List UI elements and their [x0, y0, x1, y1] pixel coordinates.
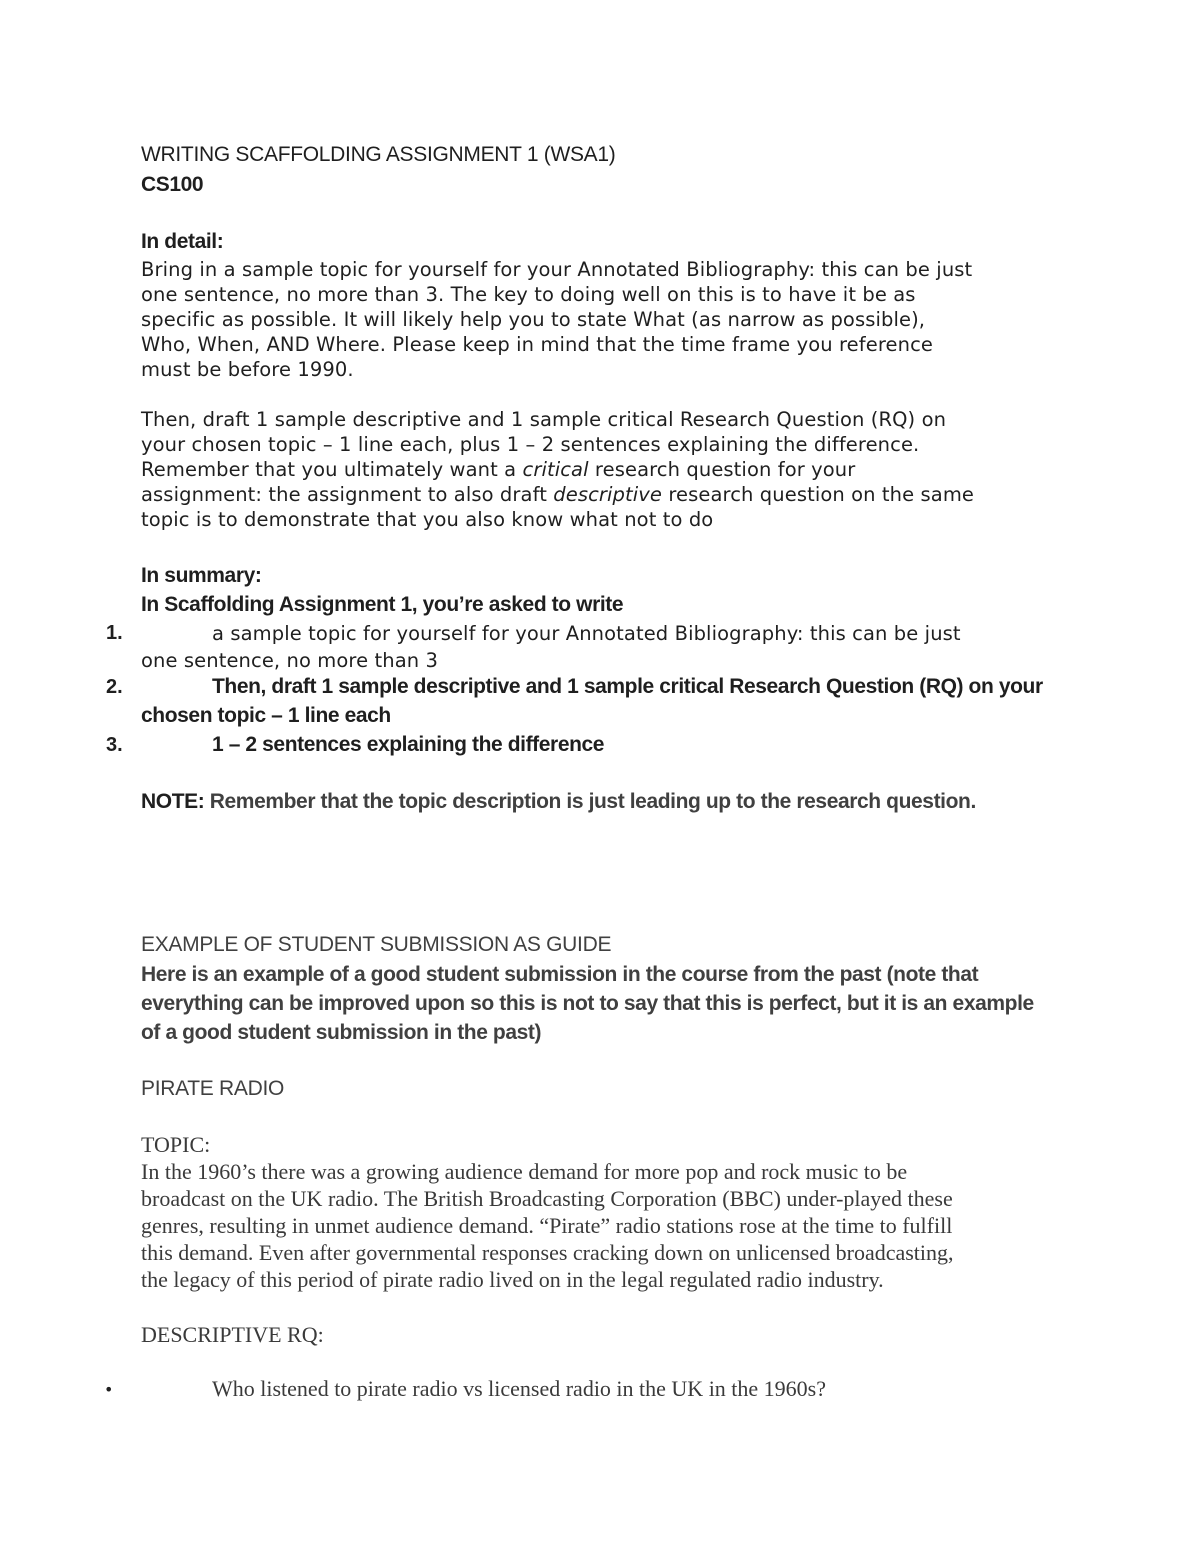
topic-line: the legacy of this period of pirate radio lived on in the legal regulated radio industry. [141, 1267, 884, 1292]
summary-intro: In Scaffolding Assignment 1, you’re asked to write [141, 593, 624, 616]
note-label: NOTE: [141, 790, 205, 813]
detail-heading: In detail: [141, 230, 224, 253]
topic-label: TOPIC: [141, 1132, 211, 1157]
detail-para2-line [141, 483, 974, 506]
summary-item-2-line2: chosen topic – 1 line each [141, 704, 391, 727]
course-code: CS100 [141, 173, 204, 196]
detail-para2-line: Then, draft 1 sample descriptive and 1 sample critical Research Question (RQ) on [141, 408, 947, 431]
topic-line: this demand. Even after governmental responses cracking down on unlicensed broadcasting, [141, 1240, 954, 1265]
topic-line: broadcast on the UK radio. The British Broadcasting Corporation (BBC) under-played these [141, 1186, 953, 1211]
summary-item-3-line1: 1 – 2 sentences explaining the difference [212, 733, 605, 756]
summary-item-1-line2: one sentence, no more than 3 [141, 649, 439, 672]
example-intro-line: of a good student submission in the past) [141, 1021, 542, 1044]
bullet-icon: • [104, 1380, 114, 1399]
detail-para1-line: one sentence, no more than 3. The key to doing well on this is to have it be as [141, 283, 916, 306]
text-run: Remember that you ultimately want a [141, 458, 523, 481]
summary-heading: In summary: [141, 564, 262, 587]
detail-para1-line: Who, When, AND Where. Please keep in mind that the time frame you reference [141, 333, 934, 356]
list-number: 2. [106, 676, 123, 698]
detail-para1-line: Bring in a sample topic for yourself for your Annotated Bibliography: this can be just [141, 258, 973, 281]
example-title: PIRATE RADIO [141, 1077, 285, 1100]
text-run: research question on the same [662, 483, 975, 506]
text-run: assignment: the assignment to also draft [141, 483, 554, 506]
example-heading: EXAMPLE OF STUDENT SUBMISSION AS GUIDE [141, 933, 612, 956]
summary-item-2-line1: Then, draft 1 sample descriptive and 1 sample critical Research Question (RQ) on your [212, 675, 1043, 698]
emphasis-critical: critical [522, 458, 589, 481]
note-text: Remember that the topic description is just leading up to the research question. [204, 790, 976, 813]
list-number: 1. [106, 622, 123, 644]
text-run: research question for your [588, 458, 856, 481]
summary-item-1-line1: a sample topic for yourself for your Annotated Bibliography: this can be just [212, 622, 961, 645]
detail-para2-line [141, 458, 855, 481]
descriptive-rq-item: Who listened to pirate radio vs licensed radio in the UK in the 1960s? [212, 1376, 827, 1401]
note [141, 790, 976, 814]
detail-para2-line: topic is to demonstrate that you also know what not to do [141, 508, 714, 531]
emphasis-descriptive: descriptive [553, 483, 663, 506]
topic-line: genres, resulting in unmet audience demand. “Pirate” radio stations rose at the time to fulfill [141, 1213, 953, 1238]
descriptive-rq-label: DESCRIPTIVE RQ: [141, 1322, 324, 1347]
detail-para2-line: your chosen topic – 1 line each, plus 1 – 2 sentences explaining the difference. [141, 433, 920, 456]
example-intro-line: everything can be improved upon so this is not to say that this is perfect, but it is an example [141, 992, 1034, 1015]
example-intro-line: Here is an example of a good student submission in the course from the past (note that [141, 963, 979, 986]
topic-line: In the 1960’s there was a growing audience demand for more pop and rock music to be [141, 1159, 908, 1184]
detail-para1-line: must be before 1990. [141, 358, 354, 381]
detail-para1-line: specific as possible. It will likely help you to state What (as narrow as possible), [141, 308, 926, 331]
list-number: 3. [106, 734, 123, 756]
document-title: WRITING SCAFFOLDING ASSIGNMENT 1 (WSA1) [141, 143, 616, 166]
